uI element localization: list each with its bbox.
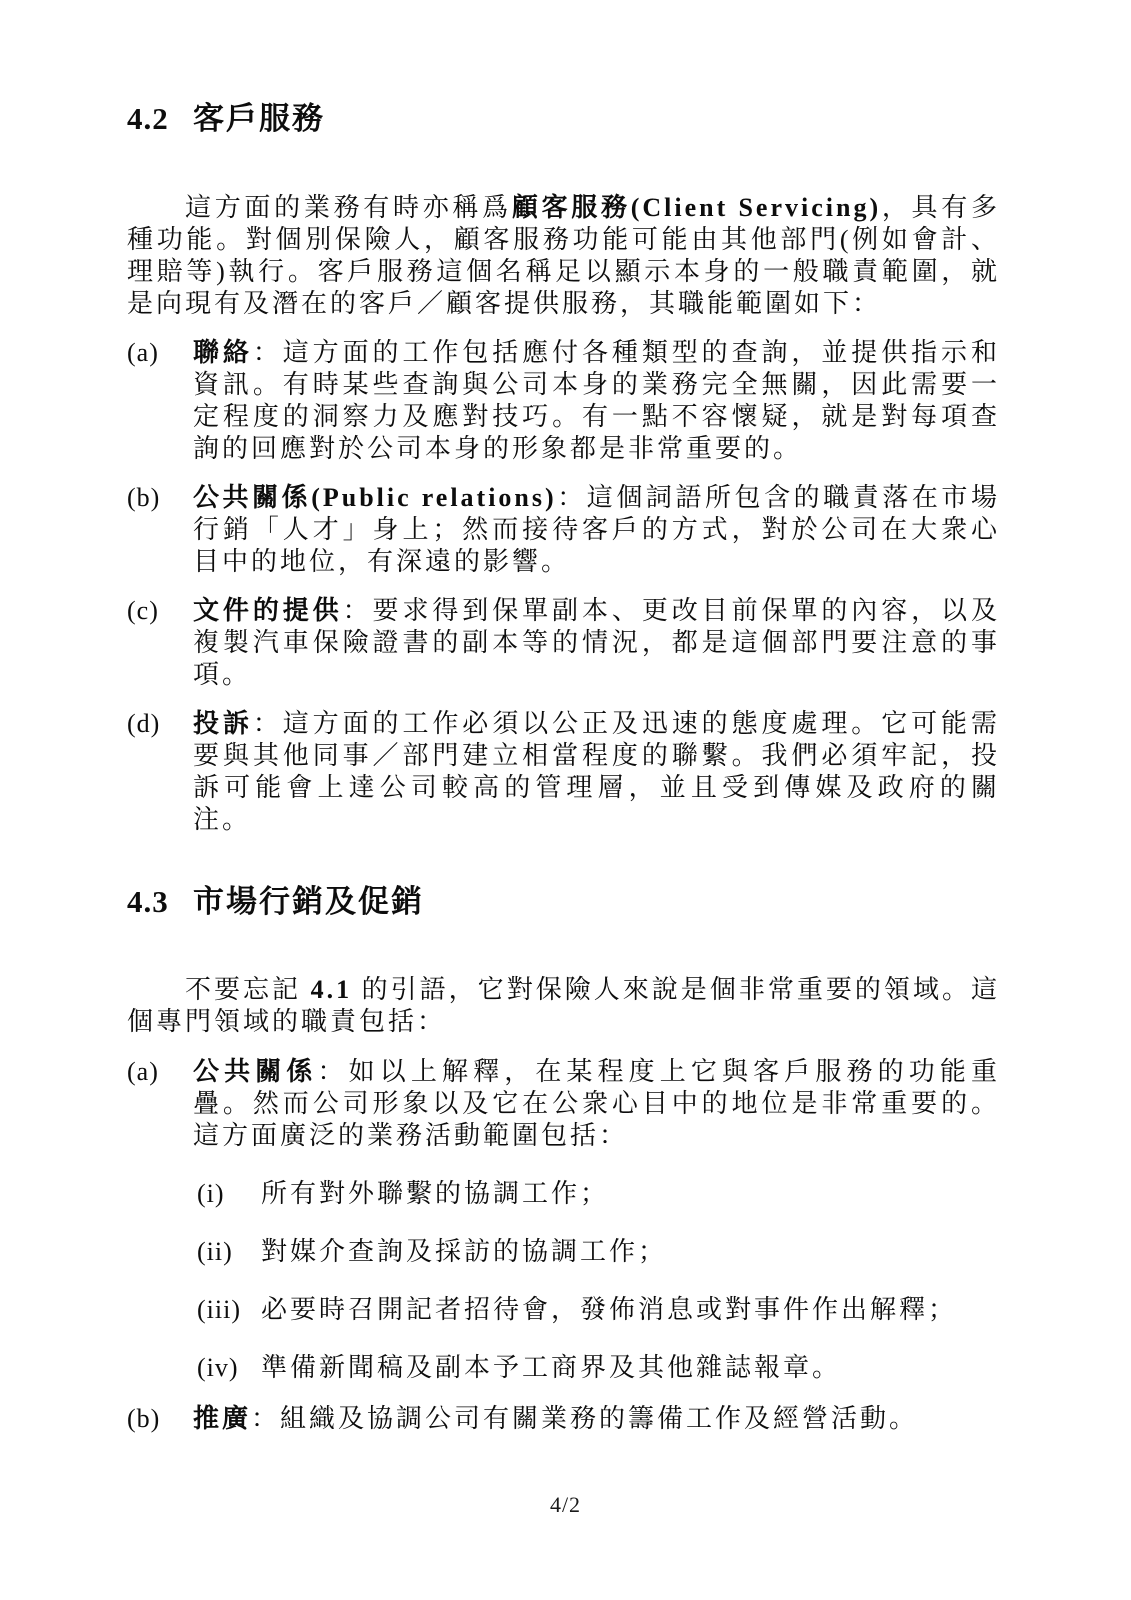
item-term: 聯絡	[193, 338, 253, 367]
sub-item-i	[197, 1178, 1000, 1210]
item-paragraph	[193, 1056, 1000, 1152]
list-item-4-2-d	[127, 708, 1000, 836]
item-colon: ：	[251, 1404, 281, 1433]
section-title-4-2: 客戶服務	[193, 101, 325, 136]
item-content	[193, 595, 1000, 691]
list-item-4-2-b	[127, 482, 1000, 578]
section-4-3-intro-paragraph	[127, 974, 1000, 1038]
item-colon: ：	[556, 483, 587, 512]
intro-text-pre: 不要忘記	[185, 975, 311, 1004]
item-body: 這方面的工作包括應付各種類型的查詢，並提供指示和資訊。有時某些查詢與公司本身的業務完全無關，因此需要一定程度的洞察力及應對技巧。有一點不容懷疑，就是對每項查詢的回應對於公司本身的形象都是非常重要的。	[193, 338, 1000, 463]
item-content	[193, 708, 1000, 836]
intro-text-bold: 4.1	[310, 975, 353, 1004]
sub-item-body: 所有對外聯繫的協調工作；	[261, 1179, 610, 1208]
item-term: 推廣	[193, 1404, 252, 1433]
intro-text-bold: 顧客服務(Client Servicing)	[511, 193, 882, 222]
section-4-2-intro-paragraph	[127, 192, 1000, 320]
item-term: 文件的提供	[193, 596, 343, 625]
item-content	[193, 482, 1000, 578]
sub-item-iii	[197, 1294, 1000, 1326]
section-number-4-3: 4.3	[127, 884, 169, 919]
item-label: (c)	[127, 596, 159, 625]
section-number-4-2: 4.2	[127, 101, 169, 136]
sub-item-label: (iii)	[197, 1295, 241, 1324]
item-content	[193, 337, 1000, 465]
sub-item-iv	[197, 1352, 1000, 1384]
item-body: 組織及協調公司有關業務的籌備工作及經營活動。	[280, 1404, 919, 1433]
item-content	[193, 1056, 1000, 1384]
text-block	[127, 0, 1000, 1435]
sub-item-body: 必要時召開記者招待會，發佈消息或對事件作出解釋；	[261, 1295, 958, 1324]
sub-item-body: 準備新聞稿及副本予工商界及其他雜誌報章。	[261, 1353, 842, 1382]
sub-item-label: (ii)	[197, 1237, 233, 1266]
item-colon: ：	[252, 338, 283, 367]
item-label: (d)	[127, 709, 161, 738]
item-body: 如以上解釋，在某程度上它與客戶服務的功能重疊。然而公司形象以及它在公衆心目中的地位是非常重要的。這方面廣泛的業務活動範圍包括：	[193, 1057, 1000, 1150]
section-title-4-3: 市場行銷及促銷	[193, 884, 424, 919]
item-term: 公共關係(Public relations)	[193, 483, 557, 512]
item-label: (b)	[127, 483, 161, 512]
sub-item-label: (iv)	[197, 1353, 239, 1382]
section-heading-4-2	[127, 99, 1000, 139]
list-item-4-3-b	[127, 1403, 1000, 1435]
item-colon: ：	[252, 709, 283, 738]
list-item-4-2-c	[127, 595, 1000, 691]
item-content	[193, 1403, 1000, 1435]
sub-item-label: (i)	[197, 1179, 225, 1208]
list-item-4-3-a	[127, 1056, 1000, 1384]
item-label: (b)	[127, 1404, 161, 1433]
sub-item-ii	[197, 1236, 1000, 1268]
section-heading-4-3	[127, 882, 1000, 922]
intro-text-pre: 這方面的業務有時亦稱爲	[185, 193, 512, 222]
sub-item-body: 對媒介查詢及採訪的協調工作；	[261, 1237, 668, 1266]
intro-text-post: ，具有多種功能。對個別保險人，顧客服務功能可能由其他部門(例如會計、理賠等)執行。客戶服務這個名稱足以顯示本身的一般職責範圍，就是向現有及潛在的客戶／顧客提供服務，其職能範圍如下：	[127, 193, 1000, 318]
item-body: 這個詞語所包含的職責落在市場行銷「人才」身上；然而接待客戶的方式，對於公司在大衆心目中的地位，有深遠的影響。	[193, 483, 1000, 576]
page-number-footer: 4/2	[549, 1492, 582, 1517]
list-item-4-2-a	[127, 337, 1000, 465]
item-label: (a)	[127, 1057, 159, 1086]
item-colon: ：	[342, 596, 373, 625]
intro-text-post: 的引語，它對保險人來說是個非常重要的領域。這個專門領域的職責包括：	[127, 975, 1000, 1036]
item-label: (a)	[127, 338, 159, 367]
item-term: 投訴	[193, 709, 253, 738]
item-body: 要求得到保單副本、更改目前保單的內容，以及複製汽車保險證書的副本等的情況，都是這個部門要注意的事項。	[193, 596, 1000, 689]
item-colon: ：	[317, 1057, 349, 1086]
item-term: 公共關係	[193, 1057, 318, 1086]
sub-list	[193, 1178, 1000, 1384]
item-body: 這方面的工作必須以公正及迅速的態度處理。它可能需要與其他同事／部門建立相當程度的聯繫。我們必須牢記，投訴可能會上達公司較高的管理層，並且受到傳媒及政府的關注。	[193, 709, 1000, 834]
